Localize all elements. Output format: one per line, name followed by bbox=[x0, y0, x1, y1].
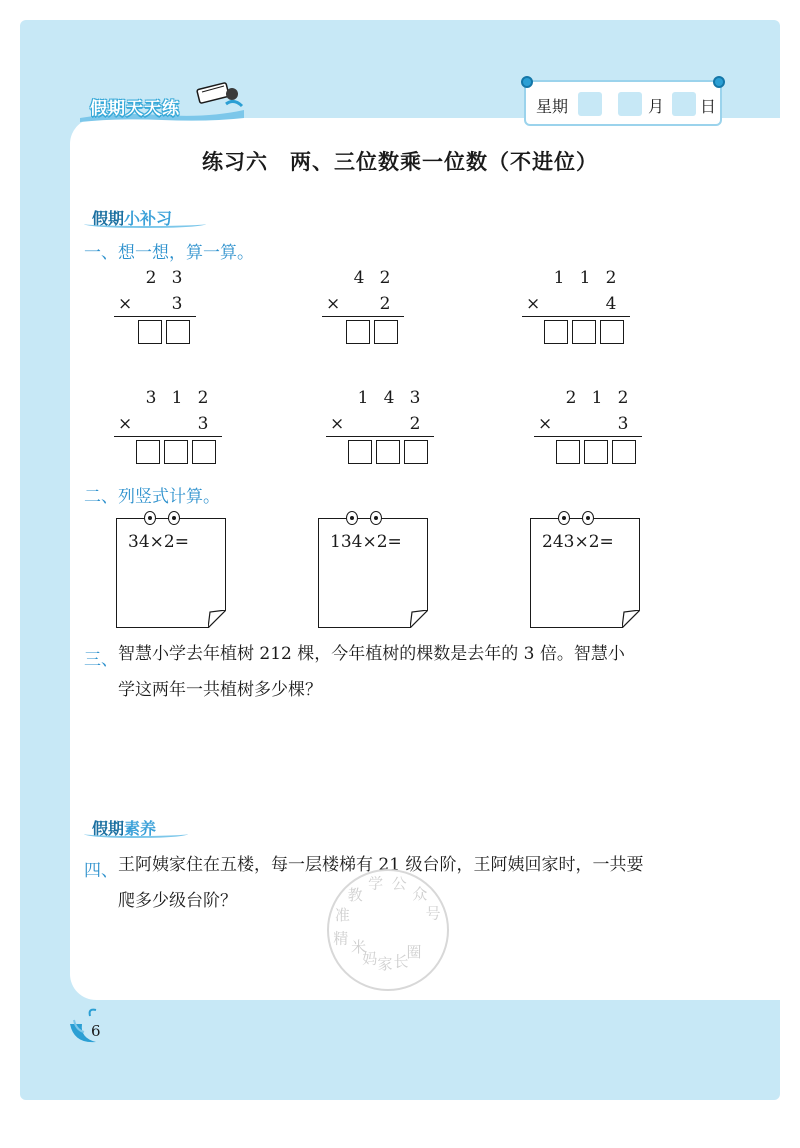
watermark-inner-char: 妈 bbox=[362, 949, 378, 968]
binder-ring-icon bbox=[168, 511, 180, 525]
multiplicand-digit: 2 bbox=[379, 268, 391, 288]
times-sign: × bbox=[538, 414, 553, 434]
section-heading-part-a: 假期 bbox=[92, 819, 125, 838]
result-rule bbox=[522, 316, 630, 317]
multiplicand-digit: 3 bbox=[409, 388, 421, 408]
multiplier-digit: 3 bbox=[617, 414, 629, 434]
answer-box[interactable] bbox=[572, 320, 596, 344]
question-3-label: 三、 bbox=[84, 650, 118, 670]
multiplicand-digit: 2 bbox=[145, 268, 157, 288]
watermark-inner-char: 米 bbox=[351, 938, 367, 956]
multiplicand-digit: 1 bbox=[357, 388, 369, 408]
watermark-inner-char: 圈 bbox=[406, 942, 422, 961]
multiplicand-digit: 1 bbox=[591, 388, 603, 408]
page-curl-icon bbox=[410, 610, 428, 628]
page-curl-icon bbox=[622, 610, 640, 628]
watermark-inner-char: 长 bbox=[393, 952, 409, 971]
note-card bbox=[116, 518, 226, 628]
answer-box[interactable] bbox=[544, 320, 568, 344]
multiplicand-digit: 1 bbox=[171, 388, 183, 408]
multiplier-digit: 4 bbox=[605, 294, 617, 314]
question-2-label: 二、列竖式计算。 bbox=[84, 487, 220, 507]
multiplication-problem bbox=[114, 268, 224, 348]
watermark-stamp bbox=[318, 860, 458, 1000]
multiplication-problem bbox=[326, 388, 436, 468]
answer-box[interactable] bbox=[584, 440, 608, 464]
section-heading-part-a: 假期 bbox=[92, 209, 125, 228]
vertical-calc-expression: 134×2= bbox=[330, 532, 402, 552]
week-label: 星期 bbox=[536, 97, 569, 116]
month-field[interactable] bbox=[618, 92, 642, 116]
multiplication-problem bbox=[522, 268, 632, 348]
question-3-line-2: 学这两年一共植树多少棵？ bbox=[118, 680, 322, 700]
page-curl-icon bbox=[208, 610, 226, 628]
result-rule bbox=[322, 316, 404, 317]
question-4-line-1: 王阿姨家住在五楼，每一层楼梯有 21 级台阶，王阿姨回家时，一共要 bbox=[118, 855, 644, 875]
watermark-outer-char: 精 bbox=[333, 929, 349, 948]
watermark-inner-char: 家 bbox=[377, 954, 393, 973]
question-4-line-2: 爬多少级台阶？ bbox=[118, 891, 237, 911]
result-rule bbox=[534, 436, 642, 437]
note-card bbox=[318, 518, 428, 628]
times-sign: × bbox=[330, 414, 345, 434]
result-rule bbox=[114, 436, 222, 437]
multiplicand-digit: 4 bbox=[353, 268, 365, 288]
question-1-label: 一、想一想，算一算。 bbox=[84, 243, 254, 263]
watermark-outer-char: 公 bbox=[391, 874, 407, 893]
section-heading-part-b: 素养 bbox=[124, 819, 157, 838]
binder-ring-icon bbox=[144, 511, 156, 525]
pin-icon bbox=[521, 76, 533, 88]
brand-title: 假期天天练 bbox=[90, 99, 180, 119]
section-underline bbox=[84, 220, 206, 228]
section-underline bbox=[84, 830, 188, 838]
times-sign: × bbox=[526, 294, 541, 314]
note-card bbox=[530, 518, 640, 628]
reading-child-icon bbox=[196, 76, 246, 116]
question-4-label: 四、 bbox=[84, 861, 118, 881]
times-sign: × bbox=[118, 294, 133, 314]
day-label: 日 bbox=[700, 97, 717, 116]
answer-box[interactable] bbox=[404, 440, 428, 464]
answer-box[interactable] bbox=[376, 440, 400, 464]
month-label: 月 bbox=[648, 97, 665, 116]
answer-box[interactable] bbox=[136, 440, 160, 464]
binder-ring-icon bbox=[370, 511, 382, 525]
result-rule bbox=[114, 316, 196, 317]
binder-ring-icon bbox=[582, 511, 594, 525]
watermark-outer-char: 准 bbox=[334, 905, 350, 924]
answer-box[interactable] bbox=[166, 320, 190, 344]
watermark-outer-char: 号 bbox=[425, 904, 441, 923]
multiplicand-digit: 2 bbox=[197, 388, 209, 408]
multiplicand-digit: 3 bbox=[145, 388, 157, 408]
multiplication-problem bbox=[322, 268, 432, 348]
binder-ring-icon bbox=[346, 511, 358, 525]
week-field[interactable] bbox=[578, 92, 602, 116]
date-box bbox=[524, 80, 722, 126]
pin-icon bbox=[713, 76, 725, 88]
multiplier-digit: 3 bbox=[171, 294, 183, 314]
multiplicand-digit: 2 bbox=[605, 268, 617, 288]
answer-box[interactable] bbox=[556, 440, 580, 464]
result-rule bbox=[326, 436, 434, 437]
multiplicand-digit: 1 bbox=[579, 268, 591, 288]
multiplier-digit: 2 bbox=[379, 294, 391, 314]
times-sign: × bbox=[326, 294, 341, 314]
answer-box[interactable] bbox=[374, 320, 398, 344]
multiplication-problem bbox=[534, 388, 644, 468]
question-3-line-1: 智慧小学去年植树 212 棵，今年植树的棵数是去年的 3 倍。智慧小 bbox=[118, 644, 625, 664]
multiplier-digit: 2 bbox=[409, 414, 421, 434]
answer-box[interactable] bbox=[192, 440, 216, 464]
multiplicand-digit: 1 bbox=[553, 268, 565, 288]
answer-box[interactable] bbox=[612, 440, 636, 464]
watermark-outer-char: 众 bbox=[412, 885, 428, 904]
answer-box[interactable] bbox=[600, 320, 624, 344]
page-number: 6 bbox=[91, 1022, 101, 1040]
answer-box[interactable] bbox=[138, 320, 162, 344]
multiplicand-digit: 2 bbox=[617, 388, 629, 408]
page-title: 练习六 两、三位数乘一位数（不进位） bbox=[202, 150, 598, 174]
multiplication-problem bbox=[114, 388, 224, 468]
answer-box[interactable] bbox=[348, 440, 372, 464]
multiplicand-digit: 4 bbox=[383, 388, 395, 408]
watermark-outer-char: 学 bbox=[368, 874, 384, 893]
multiplicand-digit: 3 bbox=[171, 268, 183, 288]
section-heading-part-b: 小补习 bbox=[124, 209, 173, 228]
answer-box[interactable] bbox=[164, 440, 188, 464]
question-3-text bbox=[118, 636, 738, 708]
times-sign: × bbox=[118, 414, 133, 434]
vertical-calc-expression: 243×2= bbox=[542, 532, 614, 552]
watermark-outer-char: 教 bbox=[347, 886, 363, 905]
binder-ring-icon bbox=[558, 511, 570, 525]
vertical-calc-expression: 34×2= bbox=[128, 532, 189, 552]
multiplier-digit: 3 bbox=[197, 414, 209, 434]
day-field[interactable] bbox=[672, 92, 696, 116]
answer-box[interactable] bbox=[346, 320, 370, 344]
multiplicand-digit: 2 bbox=[565, 388, 577, 408]
